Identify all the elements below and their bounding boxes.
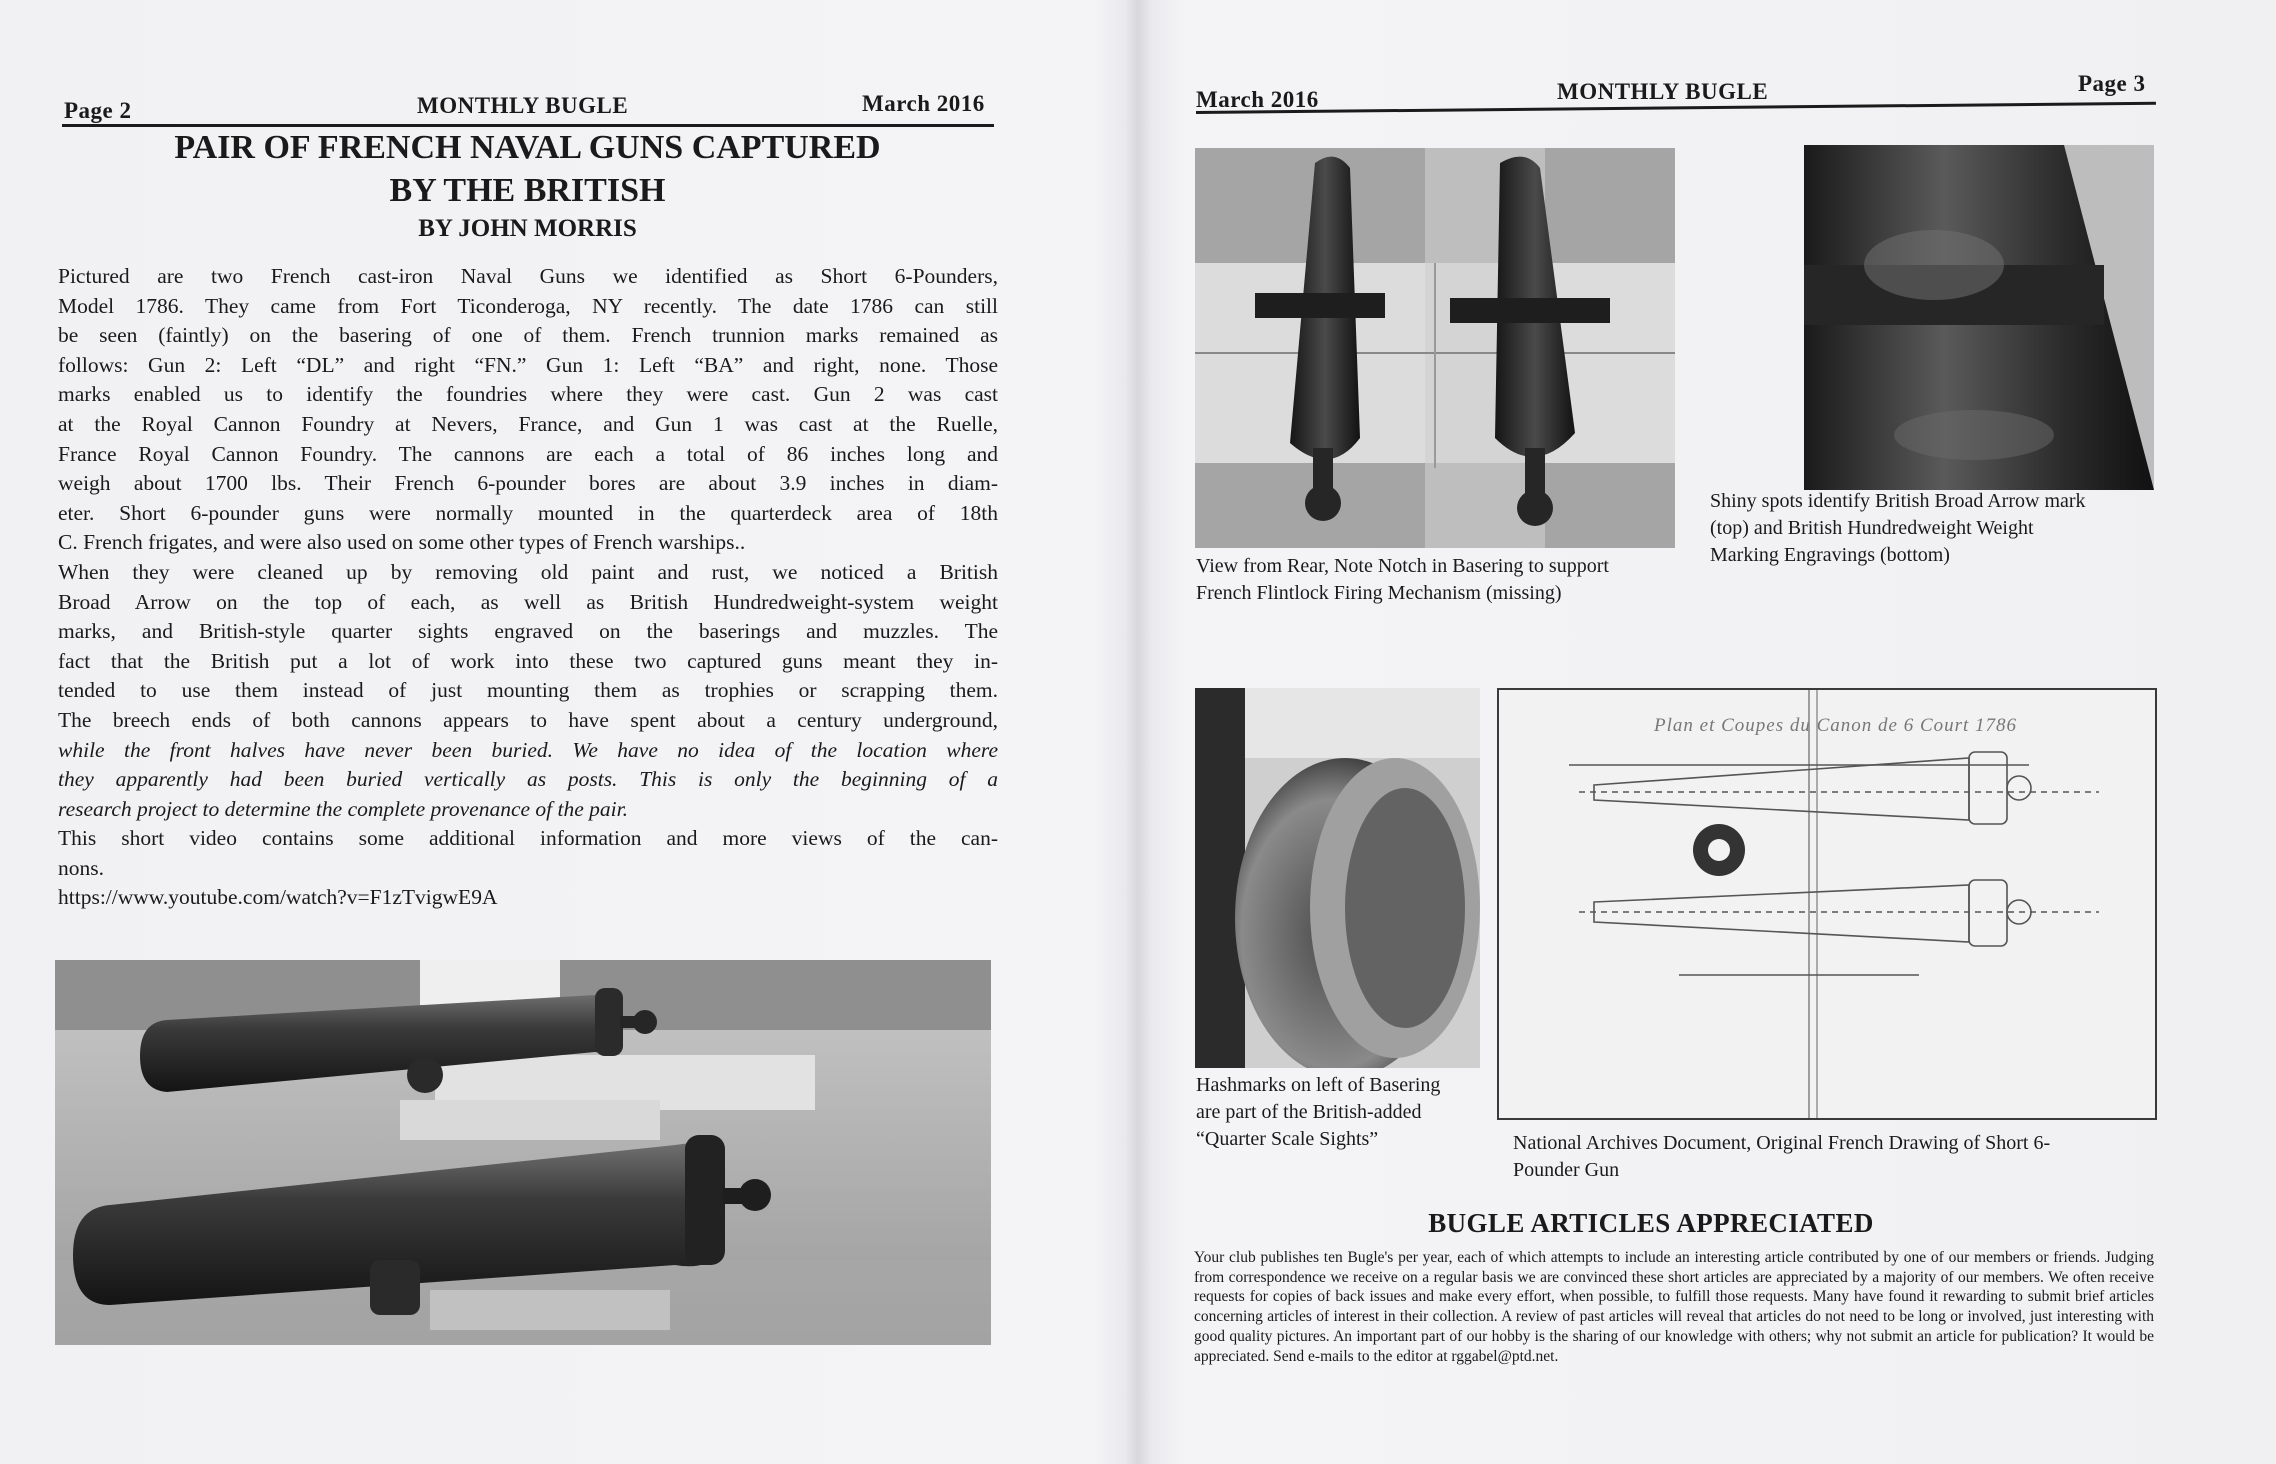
- rear-view-image: [1195, 148, 1675, 548]
- appreciated-text: Your club publishes ten Bugle's per year, each of which attempts to include an interesting article contributed by one of our members or friends. Judging from correspondence we receive on a regular basis we are convinced these short articles are appreciated by a majority of our members. We often receive requests for copies of back issues and make every effort, when possible, to fulfill those requests. Many have found it rewarding to submit brief articles concerning articles of interest in their collection. A review of past articles will reveal that articles do not need to be long or involved, just interesting with good quality pictures. An important part of our hobby is the sharing of our knowledge with others; why not submit an article for publication? It would be appreciated. Send e-mails to the editor at rggabel@ptd.net.: [1194, 1249, 2154, 1365]
- body-line: C. French frigates, and were also used on some other types of French warships..: [58, 530, 746, 555]
- body-line: research project to determine the complete provenance of the pair.: [58, 796, 628, 821]
- body-line: Model 1786. They came from Fort Ticonderoga, NY recently. The date 1786 can still: [58, 293, 998, 318]
- caption-archives: National Archives Document, Original French Drawing of Short 6- Pounder Gun: [1513, 1132, 2051, 1181]
- photo-two-cannons: [55, 960, 991, 1345]
- caption-hashmarks: Hashmarks on left of Basering are part of the British-added “Quarter Scale Sights”: [1196, 1074, 1441, 1150]
- photo-rear-view: [1195, 148, 1675, 548]
- appreciated-heading: BUGLE ARTICLES APPRECIATED: [1428, 1208, 1874, 1238]
- body-line: while the front halves have never been buried. We have no idea of the location where: [58, 737, 998, 762]
- shiny-spots-image: [1804, 145, 2154, 490]
- body-line: tended to use them instead of just mounting them as trophies or scrapping them.: [58, 678, 998, 703]
- photo-hashmarks: [1195, 688, 1480, 1068]
- body-line: nons.: [58, 855, 104, 880]
- body-line: marks, and British-style quarter sights engraved on the baserings and muzzles. The: [58, 619, 998, 644]
- body-line: they apparently had been buried vertically as posts. This is only the beginning of a: [58, 767, 998, 792]
- body-line: Broad Arrow on the top of each, as well as British Hundredweight-system weight: [58, 589, 998, 614]
- page-fold: [1124, 0, 1152, 1464]
- body-line: at the Royal Cannon Foundry at Nevers, France, and Gun 1 was cast at the Ruelle,: [58, 411, 998, 436]
- issue-date-left: March 2016: [862, 91, 985, 116]
- body-line: follows: Gun 2: Left “DL” and right “FN.” Gun 1: Left “BA” and right, none. Those: [58, 352, 998, 377]
- article-body: [58, 262, 998, 913]
- caption-shiny-spots: Shiny spots identify British Broad Arrow mark (top) and British Hundredweight Weight Marking Engravings (bottom): [1710, 490, 2086, 566]
- body-line: France Royal Cannon Foundry. The cannons are each a total of 86 inches long and: [58, 441, 998, 466]
- body-line: fact that the British put a lot of work into these two captured guns meant they in-: [58, 648, 998, 673]
- photo-shiny-spots: [1804, 145, 2154, 490]
- masthead-left: MONTHLY BUGLE: [417, 93, 629, 118]
- body-line: The breech ends of both cannons appears to have spent about a century underground,: [58, 707, 998, 732]
- archive-drawing: [1497, 688, 2157, 1120]
- body-line: This short video contains some additional information and more views of the can-: [58, 826, 998, 851]
- issue-date-right: March 2016: [1196, 87, 1319, 112]
- body-line: marks enabled us to identify the foundries where they were cast. Gun 2 was cast: [58, 382, 998, 407]
- drawing-title: Plan et Coupes du Canon de 6 Court 1786: [1654, 715, 2018, 736]
- body-line: weigh about 1700 lbs. Their French 6-pounder bores are about 3.9 inches in diam-: [58, 471, 998, 496]
- body-line: Pictured are two French cast-iron Naval Guns we identified as Short 6-Pounders,: [58, 264, 998, 288]
- gun-drawing-image: [1499, 690, 2155, 1118]
- masthead-right: MONTHLY BUGLE: [1557, 79, 1769, 104]
- body-line: eter. Short 6-pounder guns were normally mounted in the quarterdeck area of 18th: [58, 500, 998, 525]
- video-link[interactable]: https://www.youtube.com/watch?v=F1zTvigwE9A: [58, 885, 498, 910]
- article-title: PAIR OF FRENCH NAVAL GUNS CAPTURED BY THE BRITISH: [174, 129, 881, 209]
- cannons-image: [55, 960, 991, 1345]
- body-line: be seen (faintly) on the basering of one of them. French trunnion marks remained as: [58, 323, 998, 348]
- byline: BY JOHN MORRIS: [418, 215, 637, 242]
- hashmarks-image: [1195, 688, 1480, 1068]
- page-number-left: Page 2: [64, 98, 132, 123]
- body-line: When they were cleaned up by removing old paint and rust, we noticed a British: [58, 559, 998, 584]
- page-number-right: Page 3: [2078, 71, 2146, 96]
- caption-rear-view: View from Rear, Note Notch in Basering to support French Flintlock Firing Mechanism (missing): [1196, 555, 1609, 604]
